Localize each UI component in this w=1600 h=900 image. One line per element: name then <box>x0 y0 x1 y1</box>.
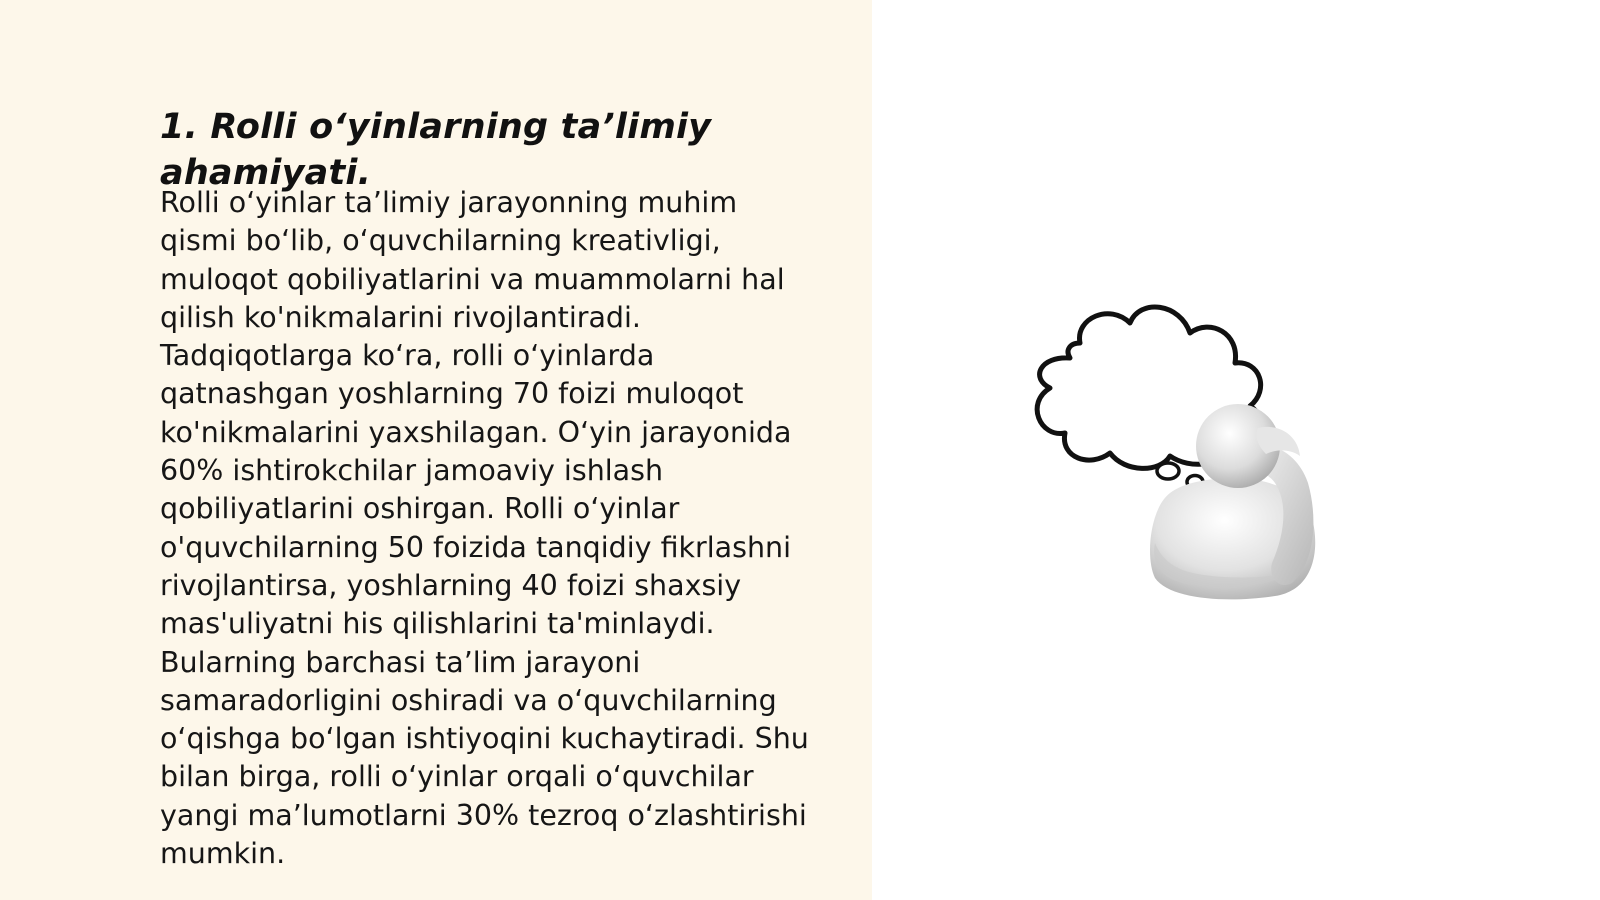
thinking-figure-icon <box>1030 278 1350 618</box>
slide-heading: 1. Rolli o‘yinlarning ta’limiy ahamiyati. <box>160 107 712 193</box>
slide-body-text: Rolli o‘yinlar ta’limiy jarayonning muhim qismi bo‘lib, o‘quvchilarning kreativligi, muloqot qobiliyatlarini va muammolarni hal qilish ko'nikmalarini rivojlantiradi. Tadqiqotlarga ko‘ra, rolli o‘yinlarda qatnashgan yoshlarning 70 foizi muloqot ko'nikmalarini yaxshilagan. O‘yin jarayonida 60% ishtirokchilar jamoaviy ishlash qobiliyatlarini oshirgan. Rolli o‘yinlar o'quvchilarning 50 foizida tanqidiy fikrlashni rivojlantirsa, yoshlarning 40 foizi shaxsiy mas'uliyatni his qilishlarini ta'minlaydi. Bularning barchasi ta’lim jarayoni samaradorligini oshiradi va o‘quvchilarning o‘qishga bo‘lgan ishtiyoqini kuchaytiradi. Shu bilan birga, rolli o‘yinlar orqali o‘quvchilar yangi ma’lumotlarni 30% tezroq o‘zlashtirishi mumkin. <box>160 186 809 871</box>
